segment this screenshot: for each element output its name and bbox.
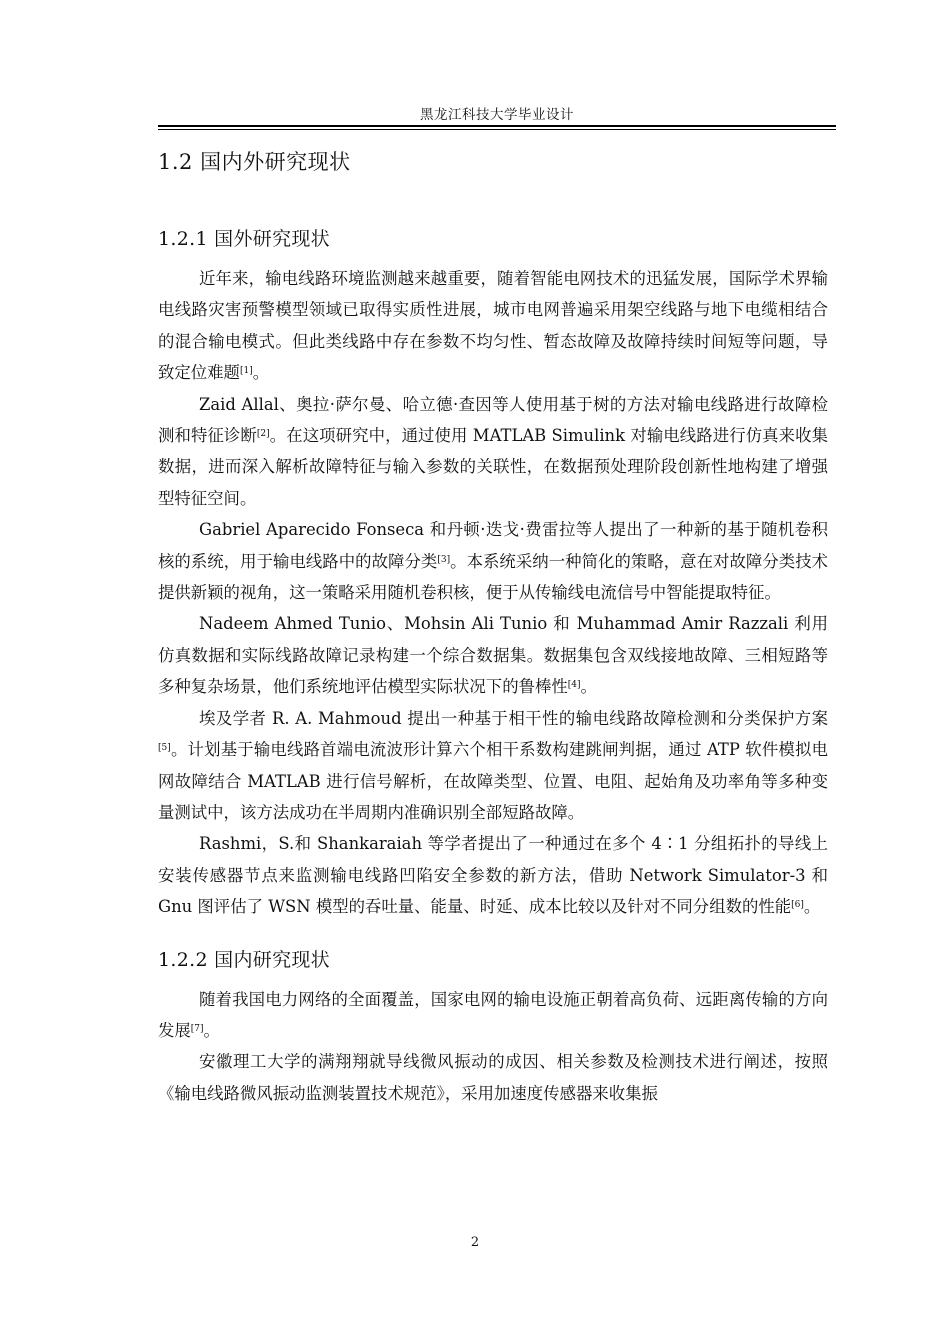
- citation-ref[interactable]: [7]: [190, 1023, 204, 1034]
- citation-ref[interactable]: [4]: [567, 680, 581, 691]
- paragraph: 埃及学者 R. A. Mahmoud 提出一种基于相干性的输电线路故障检测和分类保护方案[5]。计划基于输电线路首端电流波形计算六个相干系数构建跳闸判据，通过 ATP 软件模拟电网故障结合 MATLAB 进行信号解析，在故障类型、位置、电阻、起始角及功率角等多种变量测试中，该方法成功在半周期内准确识别全部短路故障。: [158, 708, 828, 822]
- citation-ref[interactable]: [6]: [791, 900, 804, 911]
- paragraph: 近年来，输电线路环境监测越来越重要，随着智能电网技术的迅猛发展，国际学术界输电线路灾害预警模型领域已取得实质性进展，城市电网普遍采用架空线路与地下电缆相结合的混合输电模式。但此类线路中存在参数不均匀性、暂态故障及故障持续时间短等问题，导致定位难题[1]。: [158, 269, 828, 383]
- header-rule-thick: [158, 125, 836, 127]
- paragraph: 安徽理工大学的满翔翔就导线微风振动的成因、相关参数及检测技术进行阐述，按照《输电线路微风振动监测装置技术规范》，采用加速度传感器来收集振: [158, 1052, 828, 1103]
- paragraph: Zaid Allal、奥拉·萨尔曼、哈立德·查因等人使用基于树的方法对输电线路进行故障检测和特征诊断[2]。在这项研究中，通过使用 MATLAB Simulink 对输电线路进行仿真来收集数据，进而深入解析故障特征与输入参数的关联性，在数据预处理阶段创新性地构建了增强型特征空间。: [158, 394, 829, 508]
- paragraph: Rashmi，S.和 Shankaraiah 等学者提出了一种通过在多个 4∶1 分组拓扑的导线上安装传感器节点来监测输电线路凹陷安全参数的新方法，借助 Network Simulator-3 和 Gnu 图评估了 WSN 模型的吞吐量、能量、时延、成本比较以及针对不同分组数的性能[6]。: [158, 834, 828, 917]
- subsection-title-domestic: 1.2.2 国内研究现状: [158, 948, 330, 971]
- paragraph: Nadeem Ahmed Tunio、Mohsin Ali Tunio 和 Muhammad Amir Razzali 利用仿真数据和实际线路故障记录构建一个综合数据集。数据集包含双线接地故障、三相短路等多种复杂场景，他们系统地评估模型实际状况下的鲁棒性[4]。: [158, 614, 828, 697]
- page-header: 黑龙江科技大学毕业设计: [420, 107, 574, 123]
- page-number: 2: [470, 1235, 480, 1250]
- paragraph: Gabriel Aparecido Fonseca 和丹顿·迭戈·费雷拉等人提出了一种新的基于随机卷积核的系统，用于输电线路中的故障分类[3]。本系统采纳一种简化的策略，意在对故障分类技术提供新颖的视角，这一策略采用随机卷积核，便于从传输线电流信号中智能提取特征。: [158, 520, 829, 603]
- paragraph: 随着我国电力网络的全面覆盖，国家电网的输电设施正朝着高负荷、远距离传输的方向发展[7]。: [158, 989, 828, 1040]
- citation-ref[interactable]: [1]: [239, 366, 253, 377]
- document-body: [158, 146, 828, 1109]
- subsection-title-foreign: 1.2.1 国外研究现状: [158, 228, 330, 250]
- section-title: 1.2 国内外研究现状: [158, 150, 351, 174]
- citation-ref[interactable]: [2]: [256, 429, 270, 440]
- citation-ref[interactable]: [3]: [437, 554, 451, 565]
- header-rule-thin: [158, 129, 836, 130]
- citation-ref[interactable]: [5]: [158, 743, 171, 754]
